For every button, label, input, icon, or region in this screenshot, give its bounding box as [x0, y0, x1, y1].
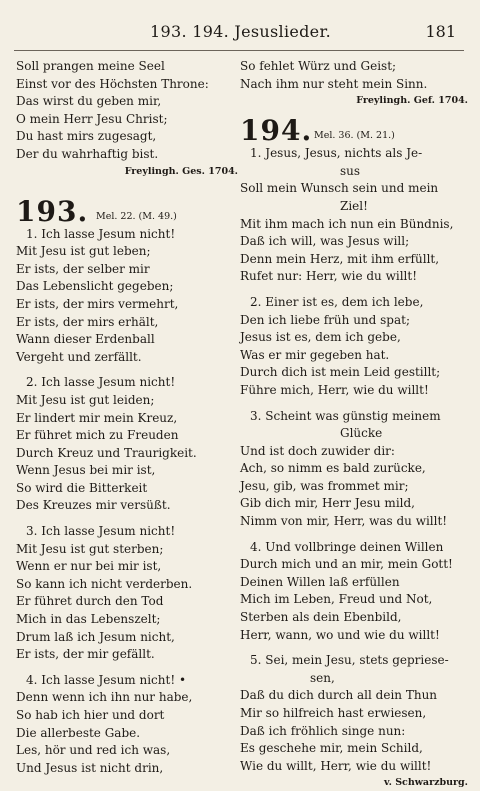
verse-line: Denn wenn ich ihn nur habe,	[16, 690, 193, 705]
hymn-number: 193.	[16, 194, 89, 228]
left-column	[16, 58, 238, 777]
verse-line: Ziel!	[340, 198, 368, 213]
verse-line: Die allerbeste Gabe.	[16, 725, 141, 740]
stanza	[240, 145, 468, 286]
verse-line: Soll prangen meine Seel	[16, 59, 165, 73]
verse-line: Nimm von mir, Herr, was du willt!	[240, 514, 448, 529]
verse-line: So wird die Bitterkeit	[16, 480, 148, 495]
verse-line: Nach ihm nur steht mein Sinn.	[240, 76, 428, 91]
stanza	[240, 539, 468, 645]
previous-hymn-ending	[16, 58, 238, 180]
verse-line: Denn mein Herz, mit ihm erfüllt,	[240, 251, 440, 266]
verse-line: Soll mein Wunsch sein und mein	[240, 181, 439, 196]
verse-line: 3. Scheint was günstig meinem	[250, 408, 441, 423]
hymn-heading	[16, 194, 238, 228]
verse-line: Mit ihm mach ich nun ein Bündnis,	[240, 216, 454, 231]
page-header	[0, 22, 480, 44]
header-rule	[14, 50, 464, 51]
verse-line: Und Jesus ist nicht drin,	[16, 760, 164, 775]
verse-line: O mein Herr Jesu Christ;	[16, 111, 168, 126]
melody-reference: Mel. 22. (M. 49.)	[96, 210, 177, 222]
hymn-attribution: v. Schwarzburg.	[384, 777, 468, 789]
verse-line: Gib dich mir, Herr Jesu mild,	[240, 496, 415, 511]
verse-line: Daß ich will, was Jesus will;	[240, 234, 410, 249]
verse-line: Er ists, der mirs vermehrt,	[16, 296, 179, 311]
verse-line: Les, hör und red ich was,	[16, 743, 171, 758]
verse-line: 2. Einer ist es, dem ich lebe,	[250, 294, 424, 309]
right-column	[240, 58, 468, 791]
verse-line: Den ich liebe früh und spat;	[240, 312, 411, 327]
verse-line: 1. Jesus, Jesus, nichts als Je-	[250, 146, 423, 161]
stanza	[240, 408, 468, 531]
verse-line: Durch dich ist mein Leid gestillt;	[240, 365, 441, 380]
verse-line: So hab ich hier und dort	[16, 708, 165, 722]
verse-line: Du hast mirs zugesagt,	[16, 129, 157, 144]
verse-line: Durch Kreuz und Traurigkeit.	[16, 445, 197, 460]
verse-line: Glücke	[340, 426, 383, 441]
verse-line: Er führet mich zu Freuden	[16, 428, 179, 443]
stanza	[16, 226, 238, 367]
verse-line: Jesus ist es, dem ich gebe,	[240, 330, 401, 345]
verse-line: Einst vor des Höchsten Throne:	[16, 76, 209, 91]
verse-line: 1. Ich lasse Jesum nicht!	[26, 226, 176, 241]
verse-line: So kann ich nicht verderben.	[16, 576, 193, 591]
verse-line: Sterben als dein Ebenbild,	[240, 610, 402, 625]
verse-line: 4. Und vollbringe deinen Willen	[250, 539, 444, 554]
verse-line: sen,	[310, 670, 335, 685]
hymn-heading	[240, 114, 468, 148]
page-number: 181	[425, 22, 456, 41]
verse-line: Drum laß ich Jesum nicht,	[16, 629, 175, 644]
verse-line: Des Kreuzes mir versüßt.	[16, 498, 171, 513]
verse-line: Mich in das Lebenszelt;	[16, 612, 161, 627]
verse-line: 5. Sei, mein Jesu, stets gepriese-	[250, 653, 449, 668]
verse-line: Wenn Jesus bei mir ist,	[16, 463, 156, 478]
verse-line: Der du wahrhaftig bist.	[16, 146, 159, 161]
verse-line: Und ist doch zuwider dir:	[240, 443, 395, 458]
hymn-attribution: Freylingh. Gef. 1704.	[356, 95, 468, 107]
verse-line: Wie du willt, Herr, wie du willt!	[240, 758, 432, 773]
verse-line: Wann dieser Erdenball	[16, 332, 155, 347]
stanza	[16, 672, 238, 778]
verse-line: Deinen Willen laß erfüllen	[240, 574, 400, 589]
melody-reference: Mel. 36. (M. 21.)	[314, 130, 395, 142]
verse-line: Vergeht und zerfällt.	[16, 349, 142, 364]
verse-line: Mit Jesu ist gut sterben;	[16, 541, 164, 556]
verse-line: Er ists, der mir gefällt.	[16, 647, 155, 662]
verse-line: 3. Ich lasse Jesum nicht!	[26, 524, 176, 539]
verse-line: Er ists, der selber mir	[16, 261, 150, 276]
verse-line: Was er mir gegeben hat.	[240, 347, 390, 362]
stanza	[16, 523, 238, 664]
stanza	[240, 652, 468, 791]
verse-line: Ach, so nimm es bald zurücke,	[240, 461, 426, 476]
verse-line: Rufet nur: Herr, wie du willt!	[240, 269, 418, 284]
verse-line: Mich im Leben, Freud und Not,	[240, 592, 433, 607]
verse-line: Das Lebenslicht gegeben;	[16, 279, 174, 294]
verse-line: Herr, wann, wo und wie du willt!	[240, 627, 440, 642]
verse-line: Er führet durch den Tod	[16, 594, 164, 609]
verse-line: So fehlet Würz und Geist;	[240, 59, 397, 73]
hymn-number: 194.	[240, 114, 313, 148]
stanza	[240, 294, 468, 400]
verse-line: Er ists, der mirs erhält,	[16, 314, 159, 329]
verse-line: Mit Jesu ist gut leiden;	[16, 392, 155, 407]
verse-line: Jesu, gib, was frommet mir;	[240, 478, 409, 493]
previous-hymn-ending	[240, 58, 468, 109]
verse-line: 4. Ich lasse Jesum nicht! •	[26, 672, 187, 687]
verse-line: Er lindert mir mein Kreuz,	[16, 410, 178, 425]
verse-line: Wenn er nur bei mir ist,	[16, 559, 162, 574]
verse-line: Das wirst du geben mir,	[16, 94, 162, 109]
running-title: 193. 194. Jesuslieder.	[150, 22, 332, 41]
verse-line: Daß du dich durch all dein Thun	[240, 688, 438, 703]
verse-line: Daß ich fröhlich singe nun:	[240, 723, 406, 738]
stanza	[16, 374, 238, 515]
verse-line: Führe mich, Herr, wie du willt!	[240, 382, 429, 397]
verse-line: sus	[340, 163, 361, 178]
verse-line: Durch mich und an mir, mein Gott!	[240, 557, 453, 572]
verse-line: Es geschehe mir, mein Schild,	[240, 741, 423, 756]
verse-line: 2. Ich lasse Jesum nicht!	[26, 375, 176, 390]
verse-line: Mir so hilfreich hast erwiesen,	[240, 706, 427, 720]
hymn-attribution: Freylingh. Ges. 1704.	[124, 165, 238, 177]
verse-line: Mit Jesu ist gut leben;	[16, 244, 151, 259]
